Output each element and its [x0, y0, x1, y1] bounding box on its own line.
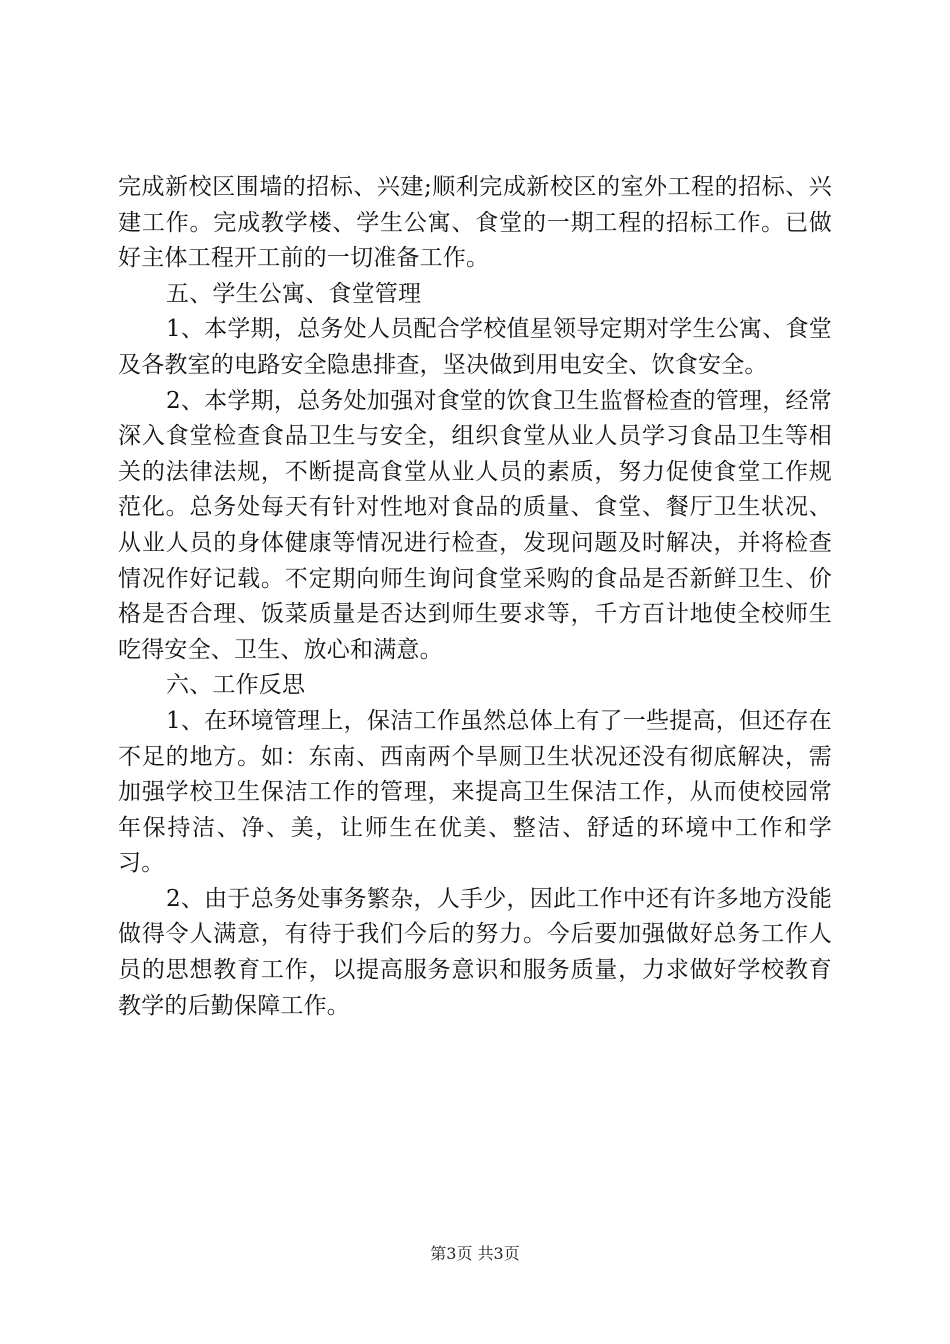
section-heading-dormitory-canteen: 五、学生公寓、食堂管理	[166, 280, 422, 307]
section-heading-reflection: 六、工作反思	[166, 672, 306, 699]
paragraph-staffing: 2、由于总务处事务繁杂，人手少，因此工作中还有许多地方没能做得令人满意，有待于我们今后的努力。今后要加强做好总务工作人员的思想教育工作，以提高服务意识和服务质量，力求做好学校教育教学的后勤保障工作。	[118, 885, 832, 1019]
paragraph-food-hygiene: 2、本学期，总务处加强对食堂的饮食卫生监督检查的管理，经常深入食堂检查食品卫生与安全，组织食堂从业人员学习食品卫生等相关的法律法规，不断提高食堂从业人员的素质，努力促使食堂工作规范化。总务处每天有针对性地对食品的质量、食堂、餐厅卫生状况、从业人员的身体健康等情况进行检查，发现问题及时解决，并将检查情况作好记载。不定期向师生询问食堂采购的食品是否新鲜卫生、价格是否合理、饭菜质量是否达到师生要求等，千方百计地使全校师生吃得安全、卫生、放心和满意。	[118, 387, 832, 663]
page-number-footer: 第3页 共3页	[430, 1244, 520, 1263]
paragraph-safety-inspection: 1、本学期，总务处人员配合学校值星领导定期对学生公寓、食堂及各教室的电路安全隐患排查，坚决做到用电安全、饮食安全。	[118, 316, 832, 378]
document-body	[118, 170, 832, 1024]
paragraph-continuation: 完成新校区围墙的招标、兴建;顺利完成新校区的室外工程的招标、兴建工作。完成教学楼、学生公寓、食堂的一期工程的招标工作。已做好主体工程开工前的一切准备工作。	[118, 174, 832, 272]
paragraph-environment-management: 1、在环境管理上，保洁工作虽然总体上有了一些提高，但还存在不足的地方。如：东南、西南两个旱厕卫生状况还没有彻底解决，需加强学校卫生保洁工作的管理，来提高卫生保洁工作，从而使校园常年保持洁、净、美，让师生在优美、整洁、舒适的环境中工作和学习。	[118, 707, 832, 877]
